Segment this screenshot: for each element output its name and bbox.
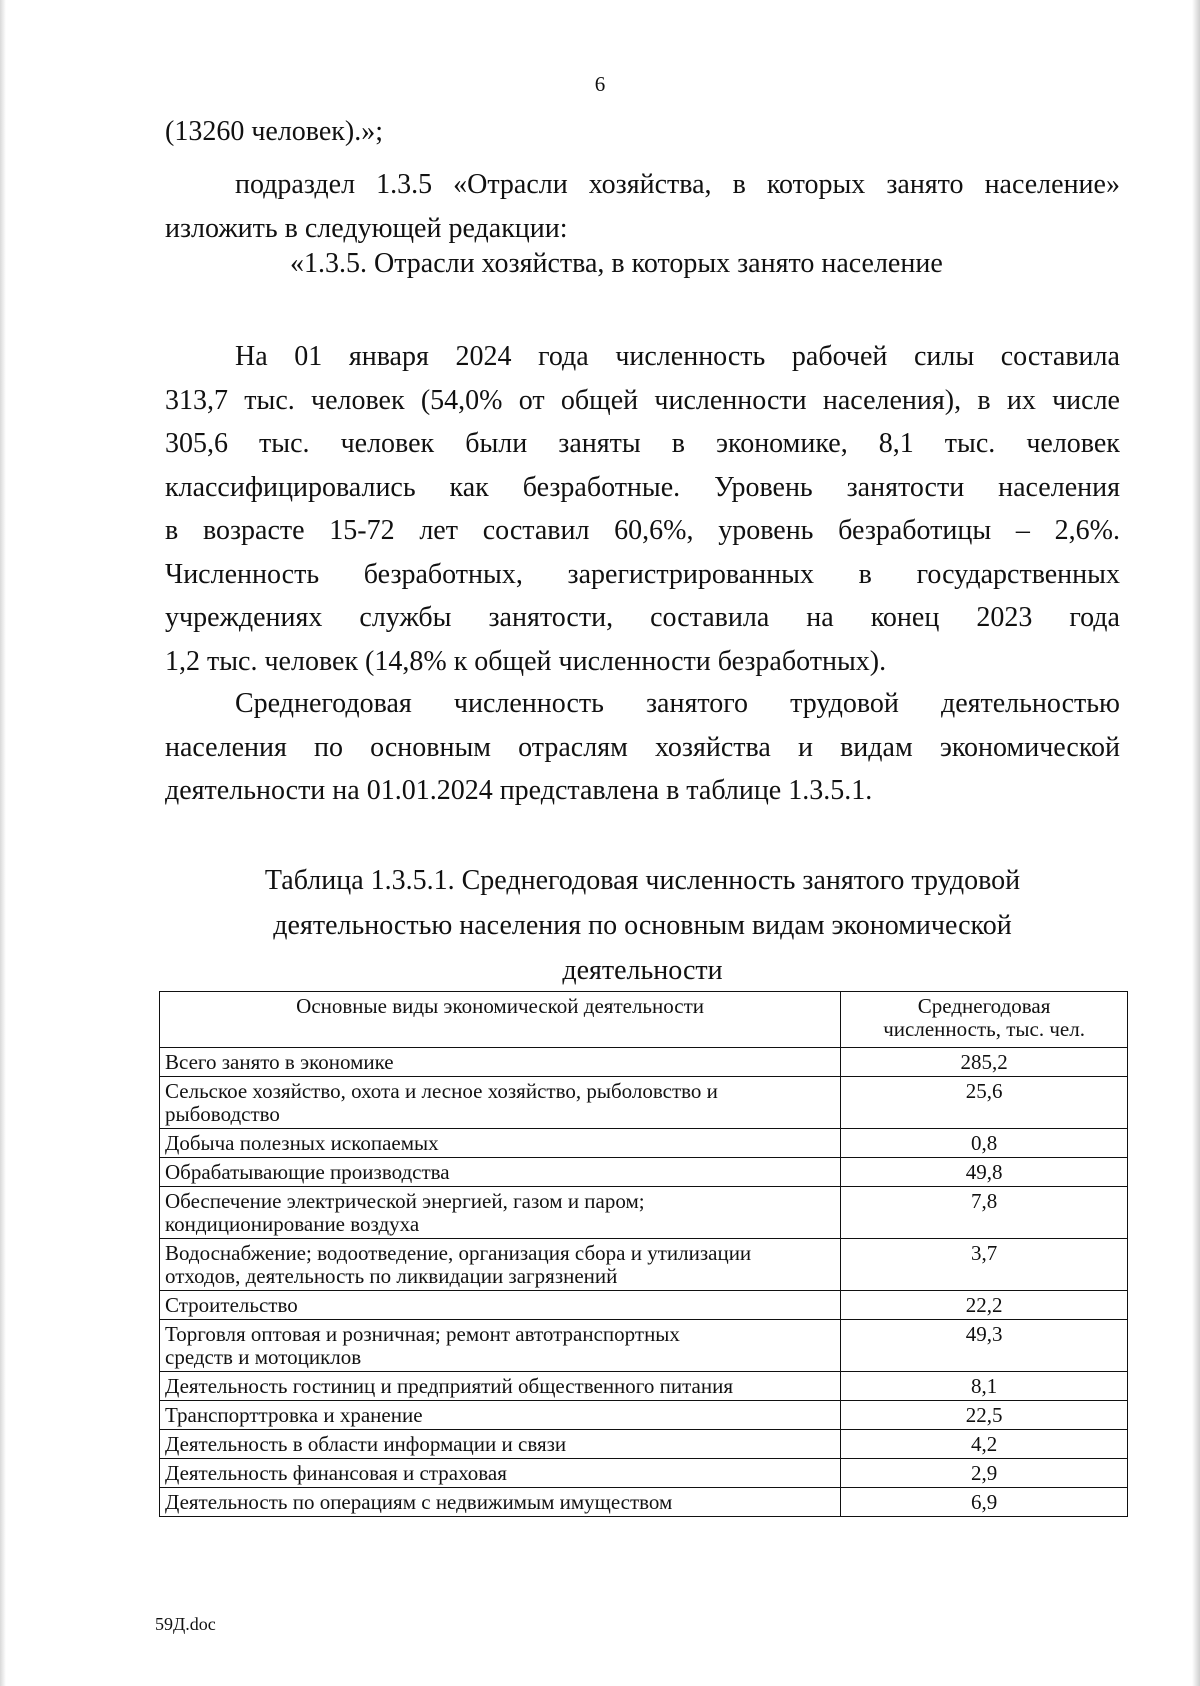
word: уровень <box>718 515 814 546</box>
activity-cell <box>160 1291 841 1320</box>
word: численности <box>654 384 807 416</box>
word: составил <box>482 515 590 546</box>
word: Численность <box>165 558 320 590</box>
word: учреждениях <box>165 602 323 633</box>
activity-line: Деятельность по операциям с недвижимым имуществом <box>165 1490 673 1514</box>
value-cell: 3,7 <box>841 1239 1128 1291</box>
word: экономической <box>939 731 1120 763</box>
activity-line: Всего занято в экономике <box>165 1050 394 1074</box>
word: безработные. <box>522 471 681 503</box>
activity-line: рыбоводство <box>165 1102 280 1126</box>
activity-cell <box>160 1158 841 1187</box>
activity-cell <box>160 1129 841 1158</box>
table-caption-line: деятельностью населения по основным видам экономической <box>273 910 1012 941</box>
activity-line: Обрабатывающие производства <box>165 1160 450 1184</box>
activity-line: Деятельность гостиниц и предприятий общественного питания <box>165 1374 734 1398</box>
closing-line <box>165 110 1120 154</box>
word: на <box>806 602 834 633</box>
word: и <box>797 731 813 763</box>
document-filename: 59Д.doc <box>155 1614 216 1634</box>
header-value-line: численность, тыс. чел. <box>883 1017 1085 1041</box>
word: были <box>465 428 528 459</box>
table-caption-line: Таблица 1.3.5.1. Среднегодовая численность занятого трудовой <box>264 865 1021 896</box>
word: силы <box>913 341 975 372</box>
text-line: изложить в следующей редакции: <box>165 212 568 244</box>
table-row <box>160 1320 1128 1372</box>
word: трудовой <box>790 688 899 719</box>
table-row <box>160 1372 1128 1401</box>
activity-cell <box>160 1077 841 1129</box>
word: в <box>165 515 179 546</box>
word: видам <box>840 731 913 763</box>
word: 2023 <box>976 602 1033 633</box>
word: от <box>518 384 545 416</box>
word: заняты <box>558 428 641 459</box>
activity-cell <box>160 1187 841 1239</box>
average-employment-paragraph <box>165 682 1120 813</box>
text-line <box>165 163 1120 207</box>
value-cell: 7,8 <box>841 1187 1128 1239</box>
word: (54,0% <box>420 384 503 416</box>
word: 313,7 <box>165 384 228 416</box>
table-row <box>160 1187 1128 1239</box>
word: составила <box>1000 341 1120 372</box>
text-line <box>165 682 1120 726</box>
activity-cell <box>160 1430 841 1459</box>
text-line <box>165 379 1120 423</box>
word: занятого <box>646 688 749 719</box>
word: числе <box>1052 384 1120 416</box>
page-number: 6 <box>594 72 606 96</box>
word: 2,6%. <box>1054 515 1120 546</box>
word: 60,6%, <box>614 515 694 546</box>
word: службы <box>359 602 452 633</box>
word: человек <box>340 428 435 459</box>
word: численность <box>453 688 604 719</box>
word: «Отрасли <box>453 169 568 200</box>
word: хозяйства, <box>588 169 712 200</box>
text-line: (13260 человек).»; <box>165 116 383 147</box>
word: экономике, <box>716 428 848 459</box>
word: конец <box>870 602 940 633</box>
section-heading: «1.3.5. Отрасли хозяйства, в которых занято население <box>290 248 943 279</box>
word: безработных, <box>363 558 523 590</box>
word: безработицы <box>838 515 992 546</box>
table-caption <box>165 858 1120 993</box>
word: государственных <box>916 558 1120 590</box>
text-line: деятельности на 01.01.2024 представлена в таблице 1.3.5.1. <box>165 775 873 806</box>
word: в <box>732 169 746 200</box>
word: численность <box>615 341 766 372</box>
activity-line: Сельское хозяйство, охота и лесное хозяйство, рыболовство и <box>165 1079 718 1103</box>
word: года <box>538 341 589 372</box>
word: отраслям <box>518 731 628 763</box>
word: 8,1 <box>878 428 914 459</box>
table-caption-line: деятельности <box>562 955 723 986</box>
word: населения <box>998 471 1120 503</box>
scan-edge-right <box>1192 0 1200 1686</box>
header-value <box>841 992 1128 1048</box>
activity-cell <box>160 1488 841 1517</box>
activity-line: Торговля оптовая и розничная; ремонт автотранспортных <box>165 1322 680 1346</box>
activity-cell <box>160 1239 841 1291</box>
word: деятельностью <box>940 688 1120 719</box>
word: их <box>1006 384 1036 416</box>
word: зарегистрированных <box>567 558 814 590</box>
text-line: 1,2 тыс. человек (14,8% к общей численности безработных). <box>165 645 887 677</box>
table-row <box>160 1239 1128 1291</box>
table-body <box>160 1048 1128 1517</box>
word: тыс. <box>259 428 310 459</box>
table-row <box>160 1459 1128 1488</box>
word: основным <box>370 731 492 763</box>
word: составила <box>650 602 770 633</box>
word: 1.3.5 <box>376 169 433 200</box>
word: 2024 <box>455 341 512 372</box>
word: население» <box>984 169 1120 200</box>
activity-line: Водоснабжение; водоотведение, организация сбора и утилизации <box>165 1241 752 1265</box>
value-cell: 49,8 <box>841 1158 1128 1187</box>
word: лет <box>419 515 458 546</box>
word: в <box>671 428 685 459</box>
word: человек <box>311 384 405 416</box>
word: занятости, <box>488 602 614 633</box>
word: как <box>449 471 489 503</box>
word: января <box>348 341 429 372</box>
activity-line: средств и мотоциклов <box>165 1345 362 1369</box>
word: тыс. <box>944 428 996 459</box>
activity-line: отходов, деятельность по ликвидации загрязнений <box>165 1264 618 1288</box>
activity-cell <box>160 1048 841 1077</box>
word: занятости <box>846 471 965 503</box>
table-row <box>160 1401 1128 1430</box>
activity-cell <box>160 1459 841 1488</box>
word: по <box>314 731 343 763</box>
word: рабочей <box>791 341 888 372</box>
text-line <box>165 509 1120 553</box>
word: населения <box>165 731 287 763</box>
word: в <box>977 384 991 416</box>
table-header-row <box>160 992 1128 1048</box>
text-line <box>165 596 1120 640</box>
activity-line: кондиционирование воздуха <box>165 1212 420 1236</box>
activity-cell <box>160 1320 841 1372</box>
header-activity: Основные виды экономической деятельности <box>160 992 841 1048</box>
scan-edge-left <box>0 0 6 1686</box>
activity-line: Строительство <box>165 1293 298 1317</box>
table-row <box>160 1048 1128 1077</box>
activity-line: Транспорттровка и хранение <box>165 1403 423 1427</box>
word: подраздел <box>235 169 356 200</box>
employment-paragraph <box>165 335 1120 683</box>
value-cell: 285,2 <box>841 1048 1128 1077</box>
activity-line: Деятельность финансовая и страховая <box>165 1461 507 1485</box>
word: возрасте <box>202 515 305 546</box>
word: которых <box>766 169 866 200</box>
activity-line: Обеспечение электрической энергией, газом и паром; <box>165 1189 645 1213</box>
word: 01 <box>294 341 323 372</box>
activity-cell <box>160 1401 841 1430</box>
word: человек <box>1026 428 1120 459</box>
word: Среднегодовая <box>235 688 412 719</box>
subsection-paragraph <box>165 163 1120 250</box>
value-cell: 0,8 <box>841 1129 1128 1158</box>
word: населения), <box>822 384 962 416</box>
value-cell: 4,2 <box>841 1430 1128 1459</box>
word: На <box>235 341 268 372</box>
table-row <box>160 1291 1128 1320</box>
word: общей <box>560 384 639 416</box>
word: 305,6 <box>165 428 228 459</box>
activity-cell <box>160 1372 841 1401</box>
word: хозяйства <box>654 731 771 763</box>
word: занято <box>886 169 964 200</box>
text-line <box>165 335 1120 379</box>
header-value-line: Среднегодовая <box>917 994 1051 1018</box>
word: в <box>858 558 872 590</box>
table-row <box>160 1129 1128 1158</box>
text-line <box>165 553 1120 597</box>
value-cell: 8,1 <box>841 1372 1128 1401</box>
table-row <box>160 1077 1128 1129</box>
value-cell: 22,2 <box>841 1291 1128 1320</box>
text-line <box>165 422 1120 466</box>
word: – <box>1015 515 1030 546</box>
value-cell: 6,9 <box>841 1488 1128 1517</box>
value-cell: 25,6 <box>841 1077 1128 1129</box>
value-cell: 49,3 <box>841 1320 1128 1372</box>
word: Уровень <box>714 471 813 503</box>
value-cell: 22,5 <box>841 1401 1128 1430</box>
word: 15-72 <box>329 515 395 546</box>
activity-line: Добыча полезных ископаемых <box>165 1131 439 1155</box>
text-line <box>165 726 1120 770</box>
word: года <box>1069 602 1120 633</box>
table-row <box>160 1430 1128 1459</box>
value-cell: 2,9 <box>841 1459 1128 1488</box>
employment-table <box>159 991 1128 1517</box>
text-line <box>165 466 1120 510</box>
table-row <box>160 1158 1128 1187</box>
table-row <box>160 1488 1128 1517</box>
activity-line: Деятельность в области информации и связи <box>165 1432 567 1456</box>
word: тыс. <box>244 384 295 416</box>
word: классифицировались <box>165 471 416 503</box>
